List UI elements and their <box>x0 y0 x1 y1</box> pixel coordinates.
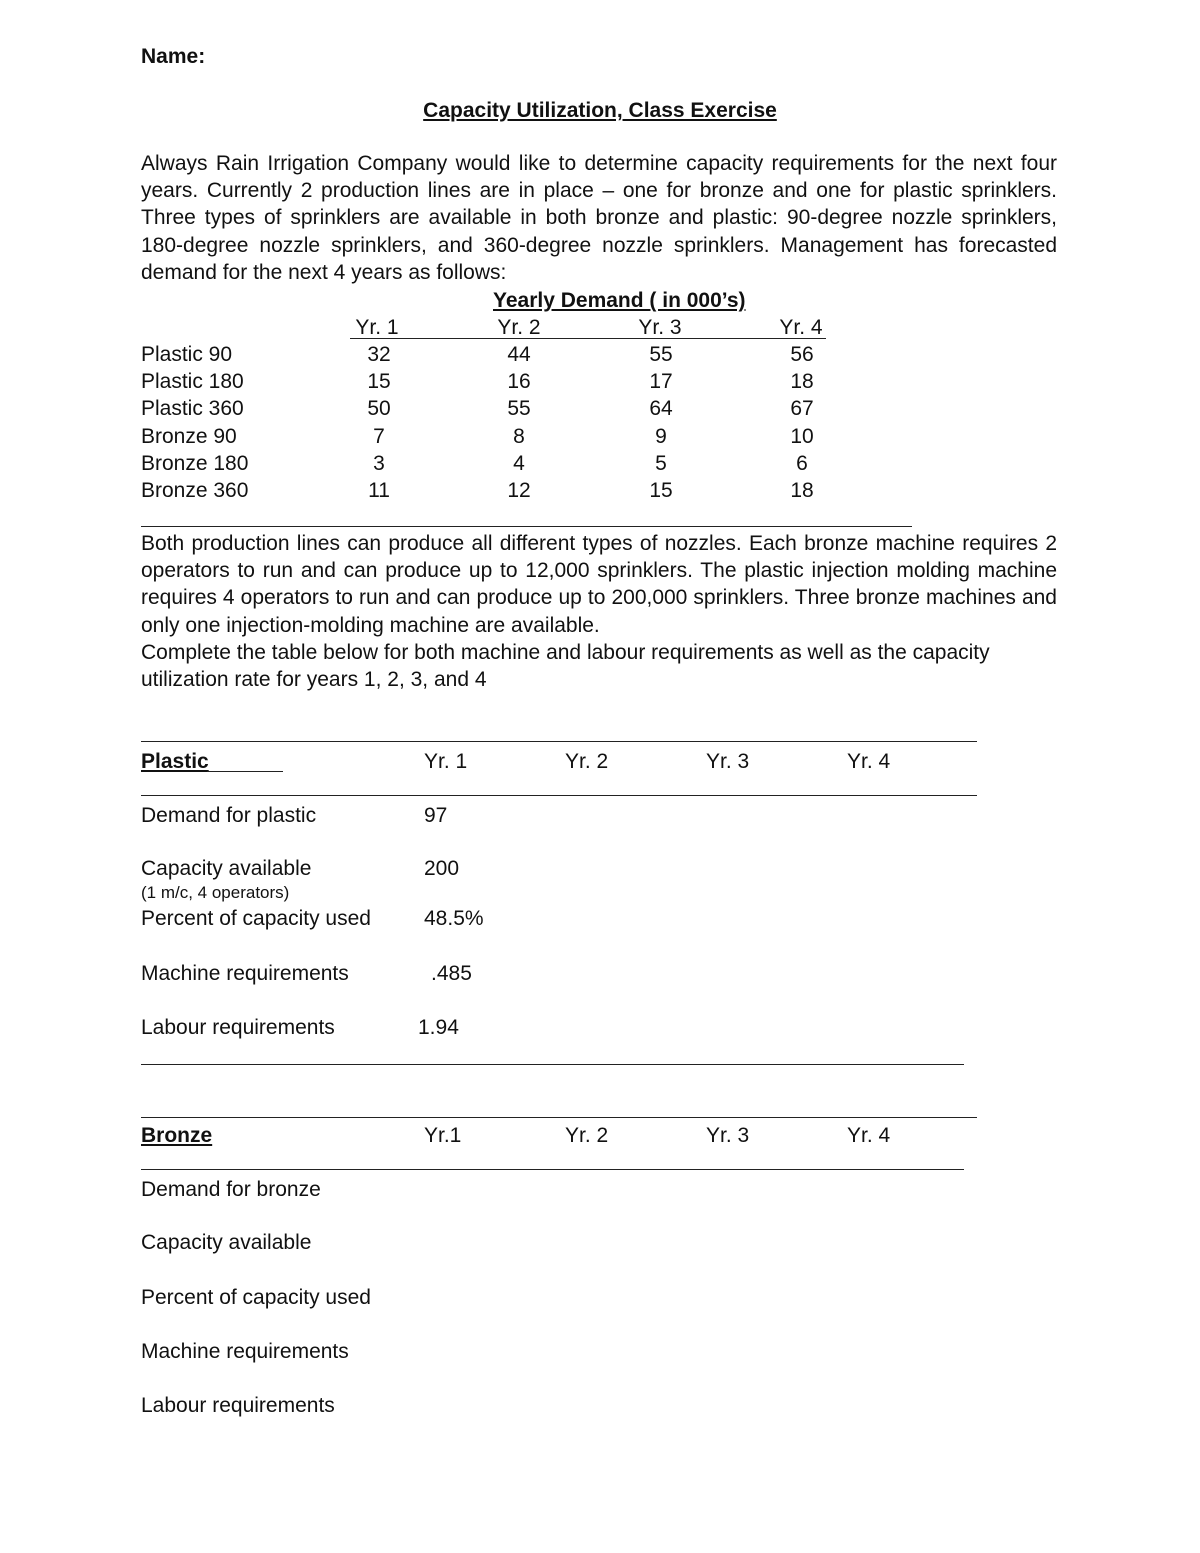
demand-cell: 10 <box>790 425 814 448</box>
demand-row-label: Plastic 360 <box>141 397 244 420</box>
demand-cell: 50 <box>367 397 391 420</box>
demand-row-label: Bronze 360 <box>141 479 249 502</box>
separator-line <box>141 526 912 527</box>
demand-cell: 5 <box>655 452 667 475</box>
demand-cell: 67 <box>790 397 814 420</box>
bronze-machine-label: Machine requirements <box>141 1340 349 1363</box>
bronze-top-rule <box>141 1117 977 1118</box>
demand-cell: 6 <box>796 452 808 475</box>
plastic-demand-yr1: 97 <box>424 804 448 827</box>
bronze-percent-label: Percent of capacity used <box>141 1286 371 1309</box>
bronze-header-yr2: Yr. 2 <box>565 1124 609 1147</box>
name-label: Name: <box>141 45 206 68</box>
demand-cell: 55 <box>507 397 531 420</box>
demand-row-label: Bronze 180 <box>141 452 249 475</box>
bronze-demand-label: Demand for bronze <box>141 1178 321 1201</box>
demand-cell: 11 <box>368 479 390 502</box>
plastic-capacity-note: (1 m/c, 4 operators) <box>141 883 290 902</box>
plastic-machine-yr1: .485 <box>431 962 472 985</box>
instruction-text: Complete the table below for both machine and labour requirements as well as the capacity utilization rate for years 1, 2, 3, and 4 <box>141 640 990 692</box>
demand-cell: 15 <box>367 370 391 393</box>
plastic-percent-label: Percent of capacity used <box>141 907 371 930</box>
bronze-labour-label: Labour requirements <box>141 1394 335 1417</box>
plastic-demand-label: Demand for plastic <box>141 804 317 827</box>
plastic-bottom-rule <box>141 1064 964 1065</box>
demand-cell: 15 <box>649 479 673 502</box>
demand-cell: 12 <box>507 479 531 502</box>
bronze-heading: Bronze <box>141 1124 213 1147</box>
plastic-header-yr1: Yr. 1 <box>424 750 468 773</box>
plastic-header-yr3: Yr. 3 <box>706 750 750 773</box>
plastic-percent-yr1: 48.5% <box>424 907 484 930</box>
plastic-capacity-label: Capacity available <box>141 857 312 880</box>
demand-cell: 7 <box>373 425 385 448</box>
demand-cell: 16 <box>507 370 531 393</box>
intro-paragraph <box>141 150 1057 286</box>
demand-cell: 18 <box>790 370 814 393</box>
bronze-header-yr3: Yr. 3 <box>706 1124 750 1147</box>
plastic-machine-label: Machine requirements <box>141 962 349 985</box>
plastic-labour-yr1: 1.94 <box>418 1016 459 1039</box>
plastic-labour-label: Labour requirements <box>141 1016 335 1039</box>
bronze-header-yr1: Yr.1 <box>424 1124 462 1147</box>
plastic-capacity-yr1: 200 <box>424 857 460 880</box>
demand-cell: 56 <box>790 343 814 366</box>
document-title: Capacity Utilization, Class Exercise <box>423 99 777 122</box>
plastic-header-yr2: Yr. 2 <box>565 750 609 773</box>
demand-row-label: Plastic 90 <box>141 343 233 366</box>
demand-table-title: Yearly Demand ( in 000’s) <box>493 289 746 312</box>
demand-cell: 3 <box>373 452 385 475</box>
plastic-header-rule <box>141 795 977 796</box>
demand-row-label: Plastic 180 <box>141 370 244 393</box>
demand-cell: 4 <box>513 452 525 475</box>
demand-cell: 64 <box>649 397 673 420</box>
demand-cell: 8 <box>513 425 525 448</box>
bronze-capacity-label: Capacity available <box>141 1231 312 1254</box>
demand-header-yr1: Yr. 1 <box>355 316 399 339</box>
bronze-header-yr4: Yr. 4 <box>847 1124 891 1147</box>
demand-cell: 17 <box>649 370 673 393</box>
bronze-header-rule <box>141 1169 964 1170</box>
body-text: Both production lines can produce all different types of nozzles. Each bronze machine requires 2 operators to run and can produce up to 12,000 sprinklers. The plastic injection molding machine requires 4 operators to run and can produce up to 200,000 sprinklers. Three bronze machines and only one injection-molding machine are available. <box>141 532 1057 637</box>
body-paragraph <box>141 530 1057 693</box>
demand-cell: 44 <box>507 343 531 366</box>
demand-cell: 55 <box>649 343 673 366</box>
demand-header-underline <box>350 338 826 339</box>
demand-row-label: Bronze 90 <box>141 425 237 448</box>
demand-cell: 18 <box>790 479 814 502</box>
demand-header-yr4: Yr. 4 <box>779 316 823 339</box>
plastic-top-rule <box>141 741 977 742</box>
plastic-heading: Plastic <box>141 750 209 773</box>
demand-cell: 32 <box>367 343 391 366</box>
plastic-heading-underline <box>207 771 283 772</box>
intro-text: Always Rain Irrigation Company would like to determine capacity requirements for the next four years. Currently 2 production lines are in place – one for bronze and one for plastic sprinklers. Three types of sprinklers are available in both bronze and plastic: 90-degree nozzle sprinklers, 180-degree nozzle sprinklers, and 360-degree nozzle sprinklers. Management has forecasted demand for the next 4 years as follows: <box>141 152 1057 284</box>
plastic-header-yr4: Yr. 4 <box>847 750 891 773</box>
demand-header-yr2: Yr. 2 <box>497 316 541 339</box>
demand-header-yr3: Yr. 3 <box>638 316 682 339</box>
demand-cell: 9 <box>655 425 667 448</box>
